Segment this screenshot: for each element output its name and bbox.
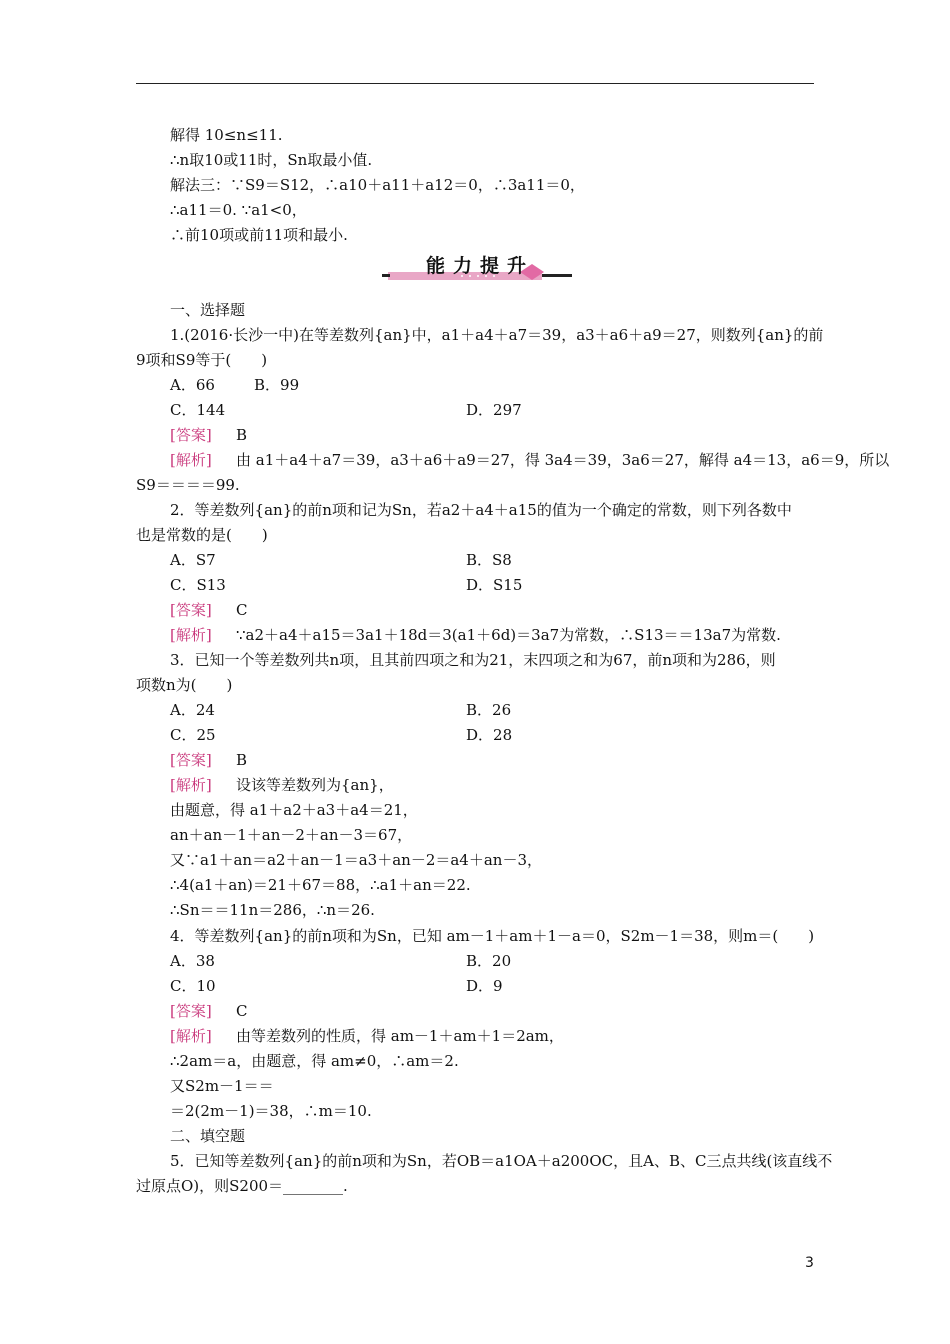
text-line: 解法三：∵S9＝S12，∴a10＋a11＋a12＝0，∴3a11＝0， [170,176,585,194]
option-c: C．25 [170,726,216,744]
analysis-text: an＋an－1＋an－2＋an－3＝67， [170,826,413,844]
analysis-tag: [解析] [170,776,212,794]
option-d: D．9 [466,977,503,995]
analysis-text: 由 a1＋a4＋a7＝39，a3＋a6＋a9＝27，得 3a4＝39，3a6＝27，解得 a4＝13，a6＝9，所以 [236,451,890,469]
answer-tag: [答案] [170,426,212,444]
question-stem: 项数n为( ) [136,676,233,694]
analysis-tag: [解析] [170,451,212,469]
option-d: D．S15 [466,576,523,594]
analysis-text: 又S2m－1＝＝ [170,1077,274,1095]
answer-value: B [236,426,248,444]
answer-value: C [236,1002,248,1020]
option-a: A．38 [170,952,215,970]
analysis-text: 又∵a1＋an＝a2＋an－1＝a3＋an－2＝a4＋an－3， [170,851,542,869]
question-stem: 4．等差数列{an}的前n项和为Sn，已知 am－1＋am＋1－a＝0，S2m－1＝38，则m＝( ) [170,927,815,945]
question-stem: 过原点O)，则S200＝________. [136,1177,348,1195]
answer-tag: [答案] [170,601,212,619]
option-b: B．S8 [466,551,512,569]
analysis-text: ∴2am＝a，由题意，得 am≠0，∴am＝2. [170,1052,459,1070]
analysis-text: ∵a2＋a4＋a15＝3a1＋18d＝3(a1＋6d)＝3a7为常数，∴S13＝＝13a7为常数. [236,626,781,644]
analysis-tag: [解析] [170,626,212,644]
option-b: B．20 [466,952,512,970]
option-b: B．26 [466,701,512,719]
option-b: B．99 [254,376,300,394]
section-heading: 一、选择题 [170,301,246,319]
analysis-text: ∴4(a1＋an)＝21＋67＝88，∴a1＋an＝22. [170,876,471,894]
analysis-text: 由等差数列的性质，得 am－1＋am＋1＝2am， [236,1027,564,1045]
text-line: ∴a11＝0. ∵a1<0， [170,201,307,219]
option-c: C．144 [170,401,226,419]
option-a: A．66 [170,376,215,394]
question-stem: 1.(2016·长沙一中)在等差数列{an}中，a1＋a4＋a7＝39，a3＋a6＋a9＝27，则数列{an}的前 [170,326,824,344]
question-stem: 2．等差数列{an}的前n项和记为Sn，若a2＋a4＋a15的值为一个确定的常数，则下列各数中 [170,501,792,519]
analysis-tag: [解析] [170,1027,212,1045]
option-d: D．297 [466,401,522,419]
text-line: ∴n取10或11时，Sn取最小值. [170,151,373,169]
answer-value: B [236,751,248,769]
answer-value: C [236,601,248,619]
text-line: ∴前10项或前11项和最小. [170,226,348,244]
analysis-text: S9＝＝＝＝99. [136,476,240,494]
option-c: C．10 [170,977,216,995]
analysis-text: 由题意，得 a1＋a2＋a3＋a4＝21， [170,801,418,819]
question-stem: 9项和S9等于( ) [136,351,268,369]
answer-tag: [答案] [170,751,212,769]
option-d: D．28 [466,726,513,744]
analysis-text: ＝2(2m－1)＝38，∴m＝10. [170,1102,372,1120]
section-title: 能力提升 [425,255,534,277]
question-stem: 3．已知一个等差数列共n项，且其前四项之和为21，末四项之和为67，前n项和为286，则 [170,651,776,669]
page-number: 3 [805,1255,814,1271]
text-line: 解得 10≤n≤11. [170,126,283,144]
header-rule [136,83,814,84]
option-a: A．24 [170,701,215,719]
analysis-text: ∴Sn＝＝11n＝286，∴n＝26. [170,901,375,919]
option-c: C．S13 [170,576,226,594]
question-stem: 也是常数的是( ) [136,526,268,544]
question-stem: 5．已知等差数列{an}的前n项和为Sn，若OB＝a1OA＋a200OC，且A、B、C三点共线(该直线不 [170,1152,833,1170]
option-a: A．S7 [170,551,216,569]
analysis-text: 设该等差数列为{an}， [236,776,394,794]
answer-tag: [答案] [170,1002,212,1020]
section-heading: 二、填空题 [170,1127,246,1145]
